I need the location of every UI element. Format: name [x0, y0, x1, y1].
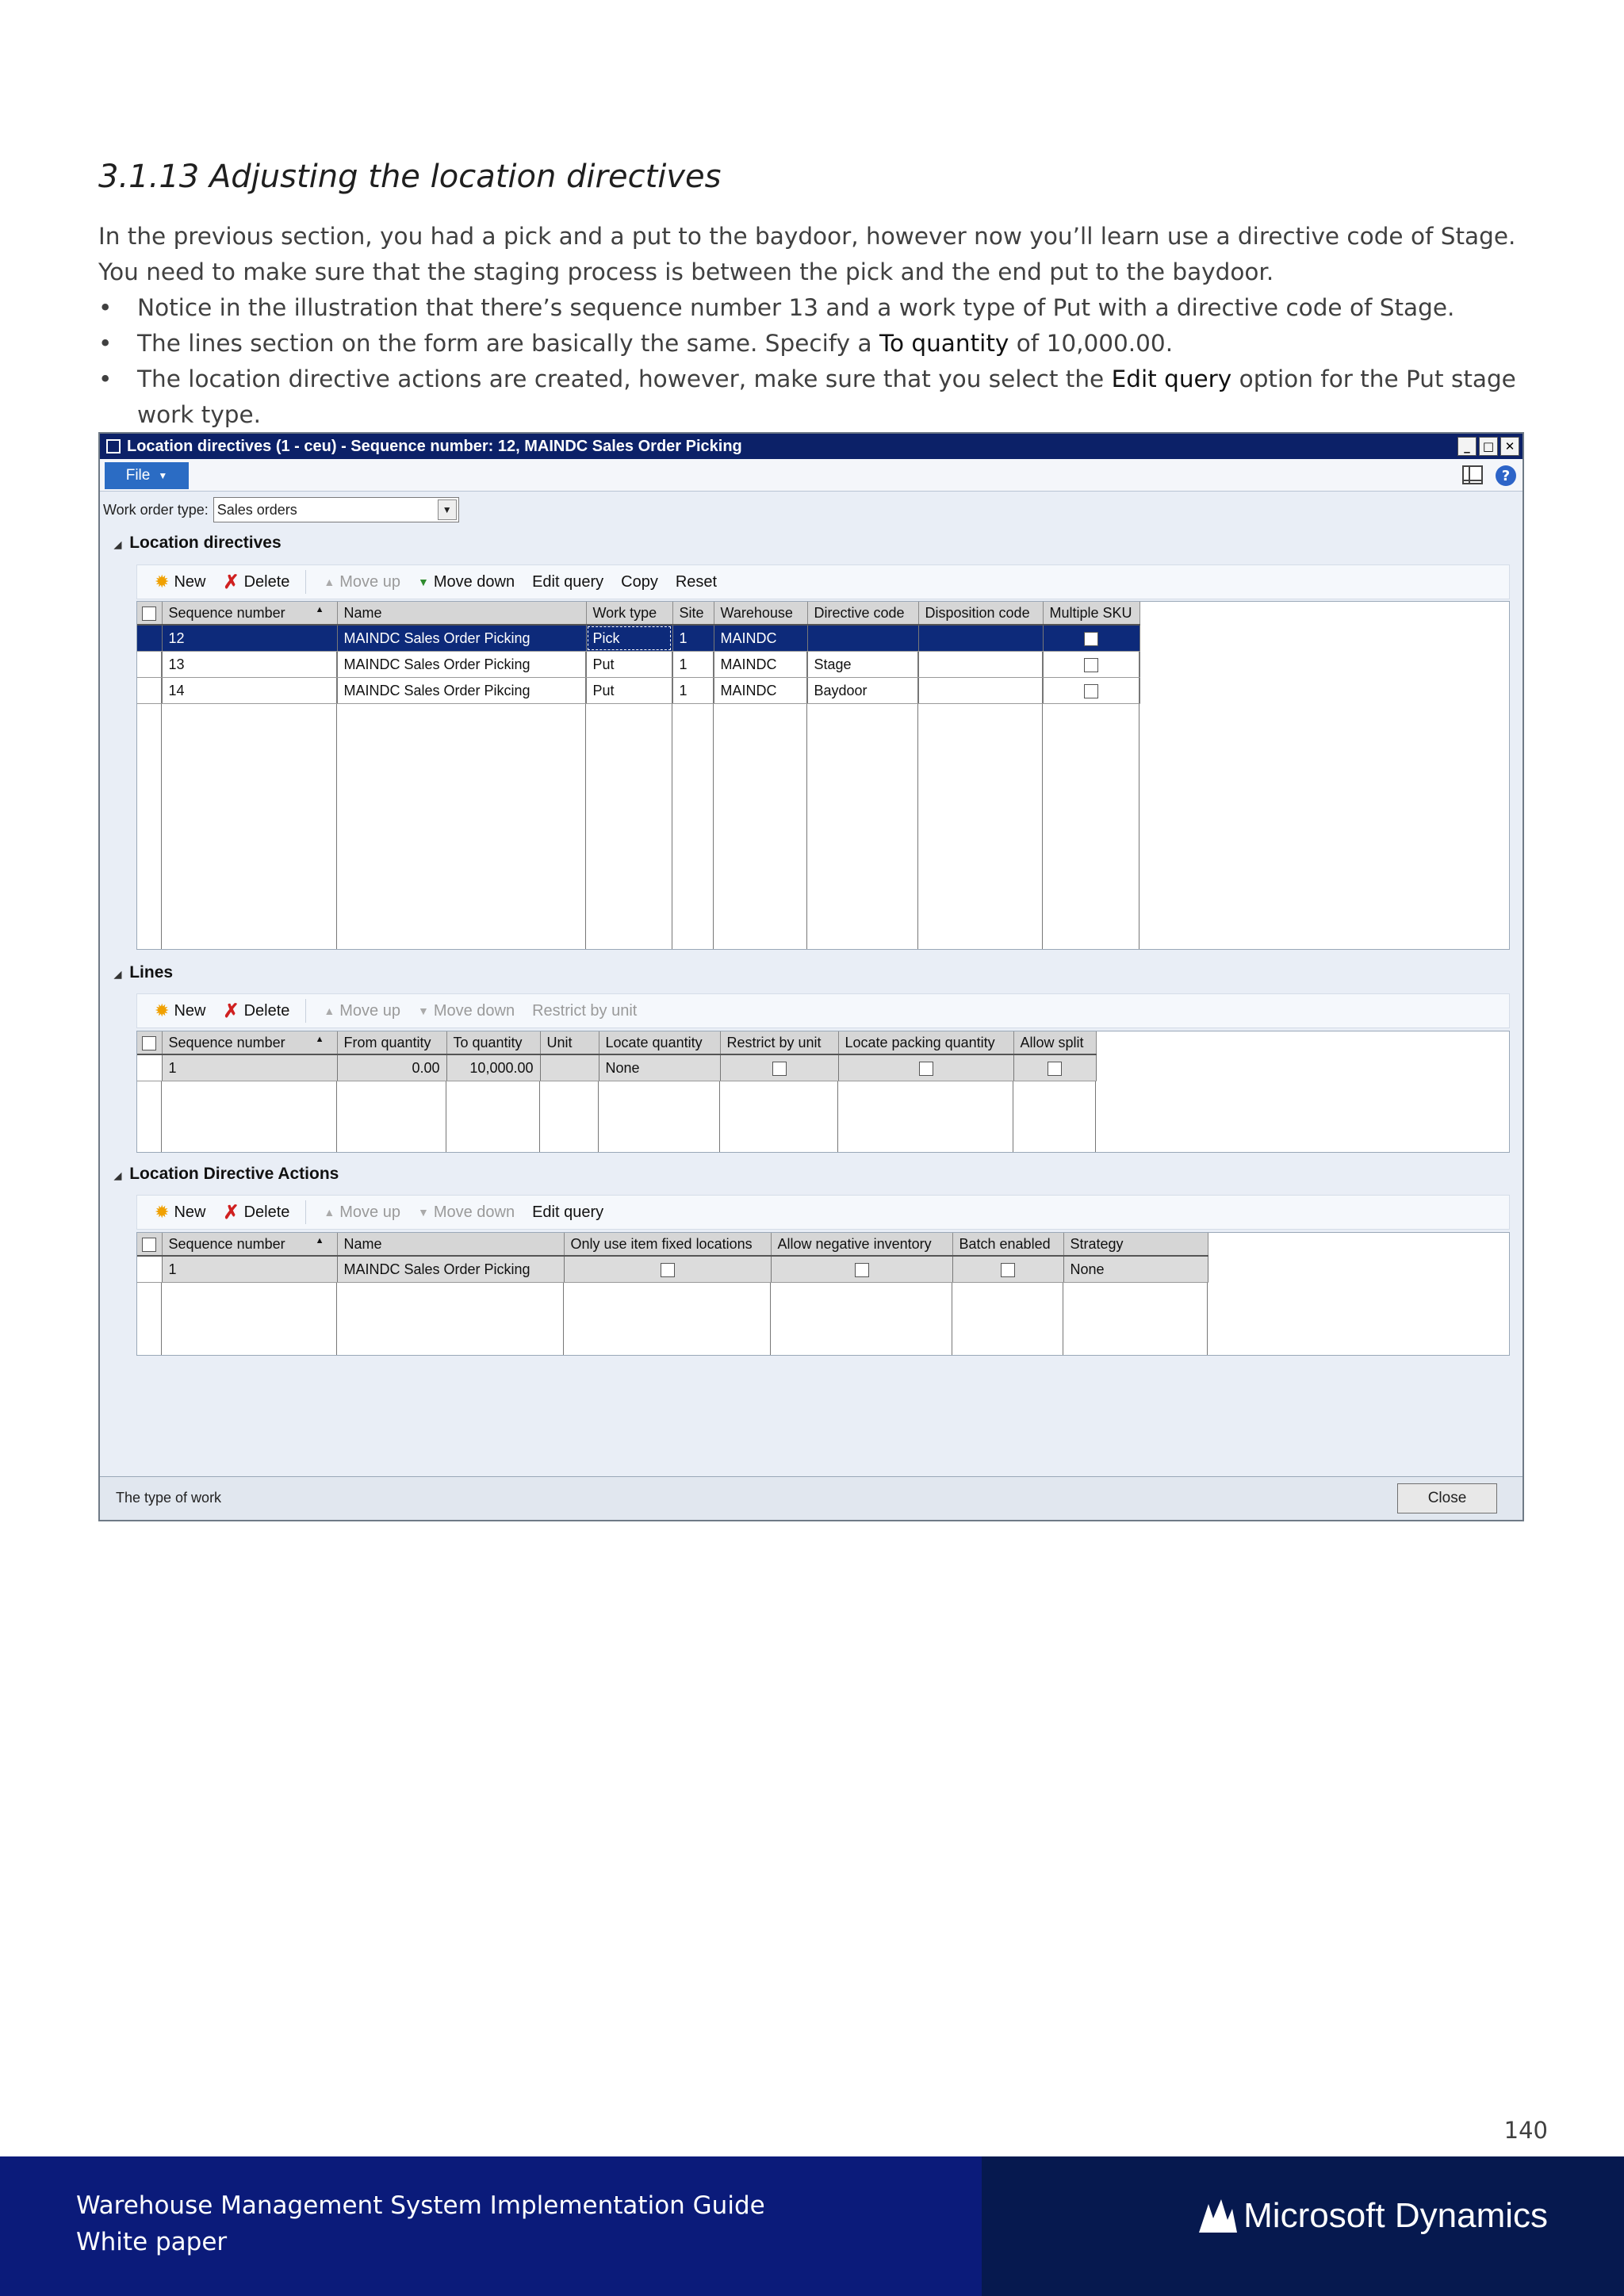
cell-site[interactable]: 1: [672, 678, 714, 704]
new-label: New: [174, 1001, 206, 1020]
new-label: New: [174, 572, 206, 591]
row-selector[interactable]: [137, 625, 162, 652]
col-site[interactable]: Site: [672, 602, 714, 625]
actions-header-row: [137, 1233, 1208, 1256]
bullet-1: [98, 290, 1526, 326]
col-allow-split[interactable]: Allow split: [1013, 1031, 1096, 1054]
app-icon: [106, 439, 121, 453]
table-row[interactable]: [137, 1054, 1096, 1081]
lines-grid: [136, 1031, 1510, 1153]
move-up-label: Move up: [339, 1203, 400, 1221]
cell-directive-code[interactable]: [807, 625, 918, 652]
maximize-button[interactable]: □: [1479, 437, 1498, 456]
delete-icon: ✗: [223, 571, 239, 593]
directives-header-row: [137, 602, 1139, 625]
dropdown-arrow-icon[interactable]: ▼: [438, 499, 457, 520]
table-row[interactable]: [137, 1256, 1208, 1283]
col-unit[interactable]: Unit: [540, 1031, 599, 1054]
col-name[interactable]: Name: [337, 602, 586, 625]
layout-icon[interactable]: [1462, 465, 1483, 484]
cell-from-quantity[interactable]: 0.00: [337, 1054, 446, 1081]
microsoft-dynamics-logo: [1197, 2196, 1548, 2236]
col-warehouse[interactable]: Warehouse: [714, 602, 807, 625]
allow-split-checkbox[interactable]: [1013, 1054, 1096, 1081]
col-work-type[interactable]: Work type: [586, 602, 672, 625]
intro-paragraph: In the previous section, you had a pick and a put to the baydoor, however now you’ll learn use a directive code of Stage. You need to make sure that the staging process is between the pick and the end put to the baydoor.: [98, 223, 1516, 285]
edit-query-label: Edit query: [532, 572, 604, 591]
cell-unit[interactable]: [540, 1054, 599, 1081]
arrow-down-icon: ▼: [417, 1004, 429, 1017]
dynamics-logo-icon: [1197, 2198, 1239, 2234]
directives-edit-query-button[interactable]: [532, 573, 603, 591]
sort-ascending-icon: ▲: [315, 604, 324, 614]
header-label: Sequence number: [168, 1034, 285, 1050]
new-icon: ✹: [155, 1202, 170, 1222]
collapse-triangle-icon: ◢: [114, 539, 122, 550]
col-name[interactable]: Name: [337, 1233, 564, 1256]
col-strategy[interactable]: Strategy: [1063, 1233, 1208, 1256]
toolbar-separator: [305, 570, 306, 594]
row-selector[interactable]: [137, 1054, 162, 1081]
actions-new-button[interactable]: [155, 1202, 205, 1223]
actions-grid: [136, 1232, 1510, 1356]
directives-grid: [136, 601, 1510, 950]
help-icon[interactable]: ?: [1496, 465, 1516, 486]
col-sequence-number[interactable]: [162, 1031, 337, 1054]
move-down-label: Move down: [433, 572, 515, 591]
ribbon: [100, 459, 1522, 492]
reset-label: Reset: [675, 572, 718, 591]
work-order-type-label: Work order type:: [103, 501, 209, 518]
cell-sequence[interactable]: 13: [162, 652, 337, 678]
col-locate-packing-quantity[interactable]: Locate packing quantity: [838, 1031, 1013, 1054]
bullet-2-text: The lines section on the form are basically the same. Specify a: [137, 330, 879, 357]
bullet-1-text: Notice in the illustration that there’s sequence number 13 and a work type of Put with a directive code of Stage.: [137, 294, 1455, 321]
new-label: New: [174, 1203, 206, 1221]
collapse-triangle-icon: ◢: [114, 969, 122, 980]
window-controls: [1457, 437, 1519, 456]
directives-move-down-button[interactable]: [418, 573, 515, 591]
toolbar-separator: [305, 1200, 306, 1224]
footer: [0, 2156, 1624, 2296]
bullet-3-text-end: option for the Put stage work type.: [137, 365, 1516, 428]
cell-directive-code[interactable]: Baydoor: [807, 678, 918, 704]
multiple-sku-checkbox[interactable]: [1043, 625, 1139, 652]
ribbon-icons: [1462, 465, 1516, 486]
bullet-3-text: The location directive actions are created, however, make sure that you select the: [137, 365, 1112, 392]
directives-toolbar: [136, 564, 1510, 599]
cell-name[interactable]: MAINDC Sales Order Picking: [337, 652, 586, 678]
footer-title: Warehouse Management System Implementation Guide: [76, 2191, 765, 2220]
cell-name[interactable]: MAINDC Sales Order Picking: [337, 1256, 564, 1283]
location-directives-header[interactable]: [114, 534, 282, 553]
status-text: The type of work: [116, 1490, 222, 1506]
toolbar-separator: [305, 999, 306, 1023]
col-directive-code[interactable]: Directive code: [807, 602, 918, 625]
lines-new-button[interactable]: [155, 1001, 205, 1021]
select-all-checkbox[interactable]: [137, 1233, 162, 1256]
cell-sequence[interactable]: 1: [162, 1054, 337, 1081]
lines-header-row: [137, 1031, 1096, 1054]
lines-header[interactable]: [114, 963, 173, 982]
location-directives-title: Location directives: [129, 534, 282, 552]
cell-directive-code[interactable]: Stage: [807, 652, 918, 678]
work-order-type-value: Sales orders: [216, 501, 297, 518]
cell-warehouse[interactable]: MAINDC: [714, 652, 807, 678]
col-allow-negative-inventory[interactable]: Allow negative inventory: [771, 1233, 952, 1256]
file-label: File: [125, 467, 151, 484]
cell-disposition-code[interactable]: [918, 652, 1043, 678]
bullet-list: [98, 290, 1526, 433]
cell-warehouse[interactable]: MAINDC: [714, 625, 807, 652]
col-sequence-number[interactable]: [162, 602, 337, 625]
cell-disposition-code[interactable]: [918, 625, 1043, 652]
arrow-down-icon: ▼: [417, 1206, 429, 1219]
move-up-label: Move up: [339, 1001, 400, 1020]
delete-label: Delete: [243, 1203, 290, 1221]
cell-sequence[interactable]: 12: [162, 625, 337, 652]
col-restrict-by-unit[interactable]: Restrict by unit: [720, 1031, 838, 1054]
move-up-label: Move up: [339, 572, 400, 591]
close-button[interactable]: Close: [1397, 1483, 1497, 1513]
directives-reset-button[interactable]: [676, 573, 717, 591]
actions-title: Location Directive Actions: [129, 1165, 339, 1183]
bullet-2: [98, 326, 1526, 362]
close-window-button[interactable]: ✕: [1500, 437, 1519, 456]
actions-move-up-button[interactable]: [324, 1203, 400, 1222]
collapse-triangle-icon: ◢: [114, 1170, 122, 1181]
select-all-checkbox[interactable]: [137, 1031, 162, 1054]
bullet-2-text-end: of 10,000.00.: [1009, 330, 1174, 357]
footer-subtitle: White paper: [76, 2228, 228, 2256]
sort-ascending-icon: ▲: [315, 1034, 324, 1044]
header-label: Sequence number: [168, 1235, 285, 1252]
lines-move-up-button[interactable]: [324, 1002, 400, 1020]
table-row[interactable]: [137, 652, 1139, 678]
location-directives-window: [98, 432, 1524, 1521]
row-selector[interactable]: [137, 678, 162, 704]
cell-warehouse[interactable]: MAINDC: [714, 678, 807, 704]
footer-left-band: [0, 2156, 982, 2296]
cell-site[interactable]: 1: [672, 652, 714, 678]
arrow-up-icon: ▲: [324, 1206, 335, 1219]
file-menu-button[interactable]: [105, 462, 189, 489]
work-order-type-row: [103, 497, 459, 522]
only-use-item-fixed-locations-checkbox[interactable]: [564, 1256, 771, 1283]
col-batch-enabled[interactable]: Batch enabled: [952, 1233, 1063, 1256]
row-selector[interactable]: [137, 652, 162, 678]
multiple-sku-checkbox[interactable]: [1043, 678, 1139, 704]
status-bar: [100, 1476, 1522, 1520]
cell-work-type[interactable]: Put: [586, 652, 672, 678]
cell-disposition-code[interactable]: [918, 678, 1043, 704]
col-from-quantity[interactable]: From quantity: [337, 1031, 446, 1054]
lines-title: Lines: [129, 963, 174, 982]
directives-new-button[interactable]: [155, 572, 205, 592]
to-quantity-term: To quantity: [879, 330, 1009, 357]
allow-negative-inventory-checkbox[interactable]: [771, 1256, 952, 1283]
table-row[interactable]: [137, 678, 1139, 704]
lines-move-down-button[interactable]: [418, 1002, 515, 1020]
arrow-down-icon: ▼: [417, 576, 429, 588]
restrict-by-unit-label: Restrict by unit: [532, 1001, 638, 1020]
window-title: Location directives (1 - ceu) - Sequence number: 12, MAINDC Sales Order Picking: [127, 437, 742, 455]
actions-toolbar: [136, 1195, 1510, 1230]
arrow-up-icon: ▲: [324, 576, 335, 588]
col-locate-quantity[interactable]: Locate quantity: [599, 1031, 720, 1054]
restrict-by-unit-checkbox[interactable]: [720, 1054, 838, 1081]
cell-work-type[interactable]: Put: [586, 678, 672, 704]
cell-to-quantity[interactable]: 10,000.00: [446, 1054, 540, 1081]
title-bar[interactable]: [100, 434, 1522, 459]
cell-name[interactable]: MAINDC Sales Order Picking: [337, 625, 586, 652]
cell-site[interactable]: 1: [672, 625, 714, 652]
lines-toolbar: [136, 993, 1510, 1028]
cell-locate-quantity[interactable]: None: [599, 1054, 720, 1081]
actions-delete-button[interactable]: [223, 1201, 289, 1224]
table-row[interactable]: [137, 625, 1139, 652]
body-text: [98, 219, 1526, 433]
actions-move-down-button[interactable]: [418, 1203, 515, 1222]
delete-icon: ✗: [223, 1201, 239, 1223]
lines-delete-button[interactable]: [223, 1000, 289, 1023]
move-down-label: Move down: [433, 1001, 515, 1020]
copy-label: Copy: [621, 572, 658, 591]
col-to-quantity[interactable]: To quantity: [446, 1031, 540, 1054]
col-disposition-code[interactable]: Disposition code: [918, 602, 1043, 625]
actions-edit-query-button[interactable]: [532, 1203, 603, 1222]
cell-strategy[interactable]: None: [1063, 1256, 1208, 1283]
directives-move-up-button[interactable]: [324, 573, 400, 591]
directives-copy-button[interactable]: [621, 573, 658, 591]
select-all-checkbox[interactable]: [137, 602, 162, 625]
delete-icon: ✗: [223, 1000, 239, 1022]
new-icon: ✹: [155, 572, 170, 591]
move-down-label: Move down: [433, 1203, 515, 1221]
batch-enabled-checkbox[interactable]: [952, 1256, 1063, 1283]
sort-ascending-icon: ▲: [315, 1235, 324, 1246]
actions-table: [137, 1233, 1208, 1283]
page-number: 140: [1503, 2117, 1548, 2144]
cell-sequence[interactable]: 1: [162, 1256, 337, 1283]
actions-header[interactable]: [114, 1165, 339, 1184]
work-order-type-select[interactable]: [213, 497, 459, 522]
chevron-down-icon: ▼: [158, 470, 168, 481]
header-label: Sequence number: [168, 604, 285, 621]
cell-sequence[interactable]: 14: [162, 678, 337, 704]
cell-work-type[interactable]: Pick: [586, 625, 672, 652]
new-icon: ✹: [155, 1001, 170, 1020]
directives-delete-button[interactable]: [223, 571, 289, 594]
lines-restrict-by-unit-button[interactable]: [532, 1002, 637, 1020]
delete-label: Delete: [243, 572, 290, 591]
arrow-up-icon: ▲: [324, 1004, 335, 1017]
col-multiple-sku[interactable]: Multiple SKU: [1043, 602, 1139, 625]
brand-text: Microsoft Dynamics: [1243, 2196, 1548, 2235]
bullet-3: [98, 362, 1526, 433]
delete-label: Delete: [243, 1001, 290, 1020]
col-only-use-item-fixed-locations[interactable]: Only use item fixed locations: [564, 1233, 771, 1256]
multiple-sku-checkbox[interactable]: [1043, 652, 1139, 678]
col-sequence-number[interactable]: [162, 1233, 337, 1256]
minimize-button[interactable]: _: [1457, 437, 1477, 456]
section-heading: 3.1.13 Adjusting the location directives: [98, 159, 722, 195]
lines-table: [137, 1031, 1097, 1081]
edit-query-label: Edit query: [532, 1203, 604, 1221]
cell-name[interactable]: MAINDC Sales Order Pikcing: [337, 678, 586, 704]
footer-right-band: [982, 2156, 1624, 2296]
row-selector[interactable]: [137, 1256, 162, 1283]
locate-packing-quantity-checkbox[interactable]: [838, 1054, 1013, 1081]
directives-table: [137, 602, 1140, 704]
edit-query-term: Edit query: [1111, 365, 1232, 392]
